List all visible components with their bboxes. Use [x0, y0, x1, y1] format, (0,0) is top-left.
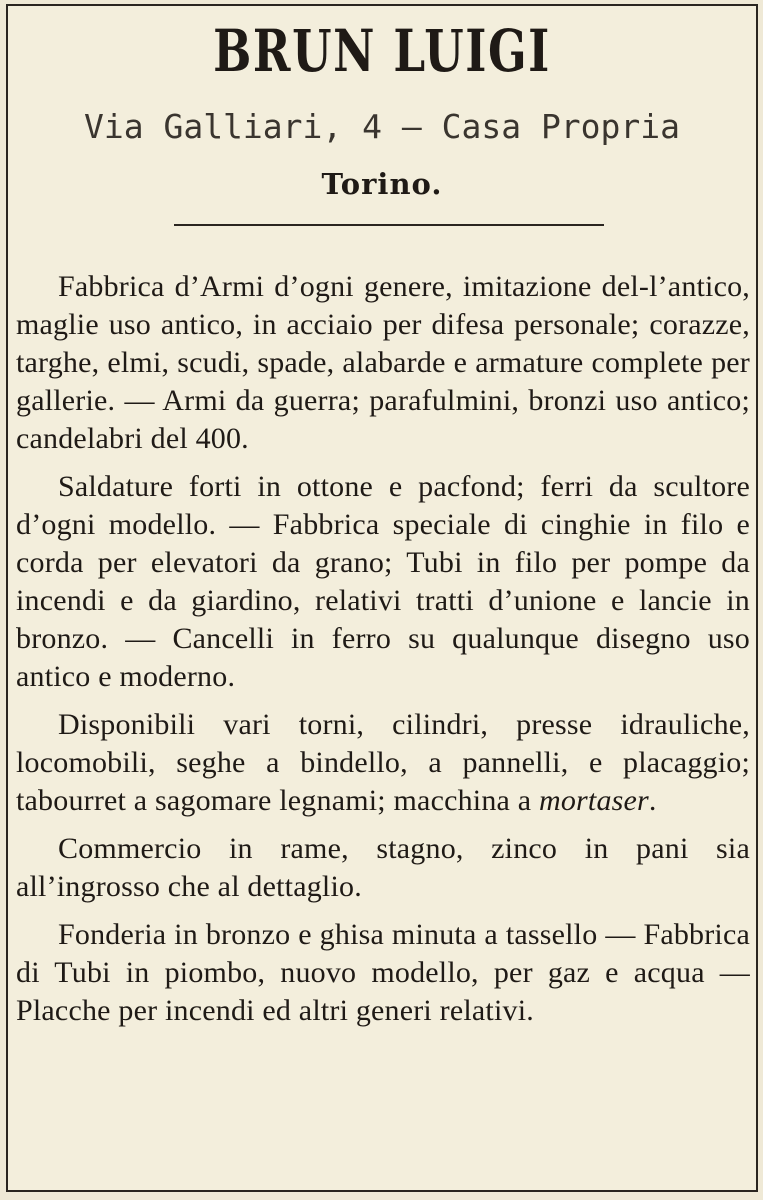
paragraph-welding: Saldature forti in ottone e pacfond; ferri da scultore d’ogni modello. — Fabbrica speciale di cinghie in filo e corda per elevatori da grano; Tubi in filo per pompe da incendi e da giardino, relativi tratti d’unione e lancie in bronzo. — Cancelli in ferro su qualunque disegno uso antico e moderno. — [16, 470, 750, 693]
paragraph-foundry: Fonderia in bronzo e ghisa minuta a tassello — Fabbrica di Tubi in piombo, nuovo modello, per gaz e acqua — Placche per incendi ed altri generi relativi. — [16, 918, 750, 1027]
advertisement-body — [16, 268, 750, 1030]
paragraph-commerce: Commercio in rame, stagno, zinco in pani sia all’ingrosso che al dettaglio. — [16, 832, 750, 903]
paragraph-machines — [16, 706, 750, 820]
paragraph-machines-end: . — [648, 784, 657, 817]
italic-term: mortaser — [538, 784, 649, 817]
paragraph-machines-text: Disponibili vari torni, cilindri, presse idrauliche, locomobili, seghe a bindello, a pannelli, e placaggio; tabourret a sagomare legnami; macchina a — [16, 708, 750, 817]
address-line: Via Galliari, 4 — Casa Propria — [83, 107, 681, 146]
divider-rule — [174, 224, 604, 226]
business-name: BRUN LUIGI — [213, 17, 551, 85]
paragraph-arms: Fabbrica d’Armi d’ogni genere, imitazione del-l’antico, maglie uso antico, in acciaio per difesa personale; corazze, targhe, elmi, scudi, spade, alabarde e armature complete per gallerie. — Armi da guerra; parafulmini, bronzi uso antico; candelabri del 400. — [16, 270, 750, 455]
city-name: Torino. — [321, 167, 443, 201]
advertisement-page — [6, 4, 758, 1192]
